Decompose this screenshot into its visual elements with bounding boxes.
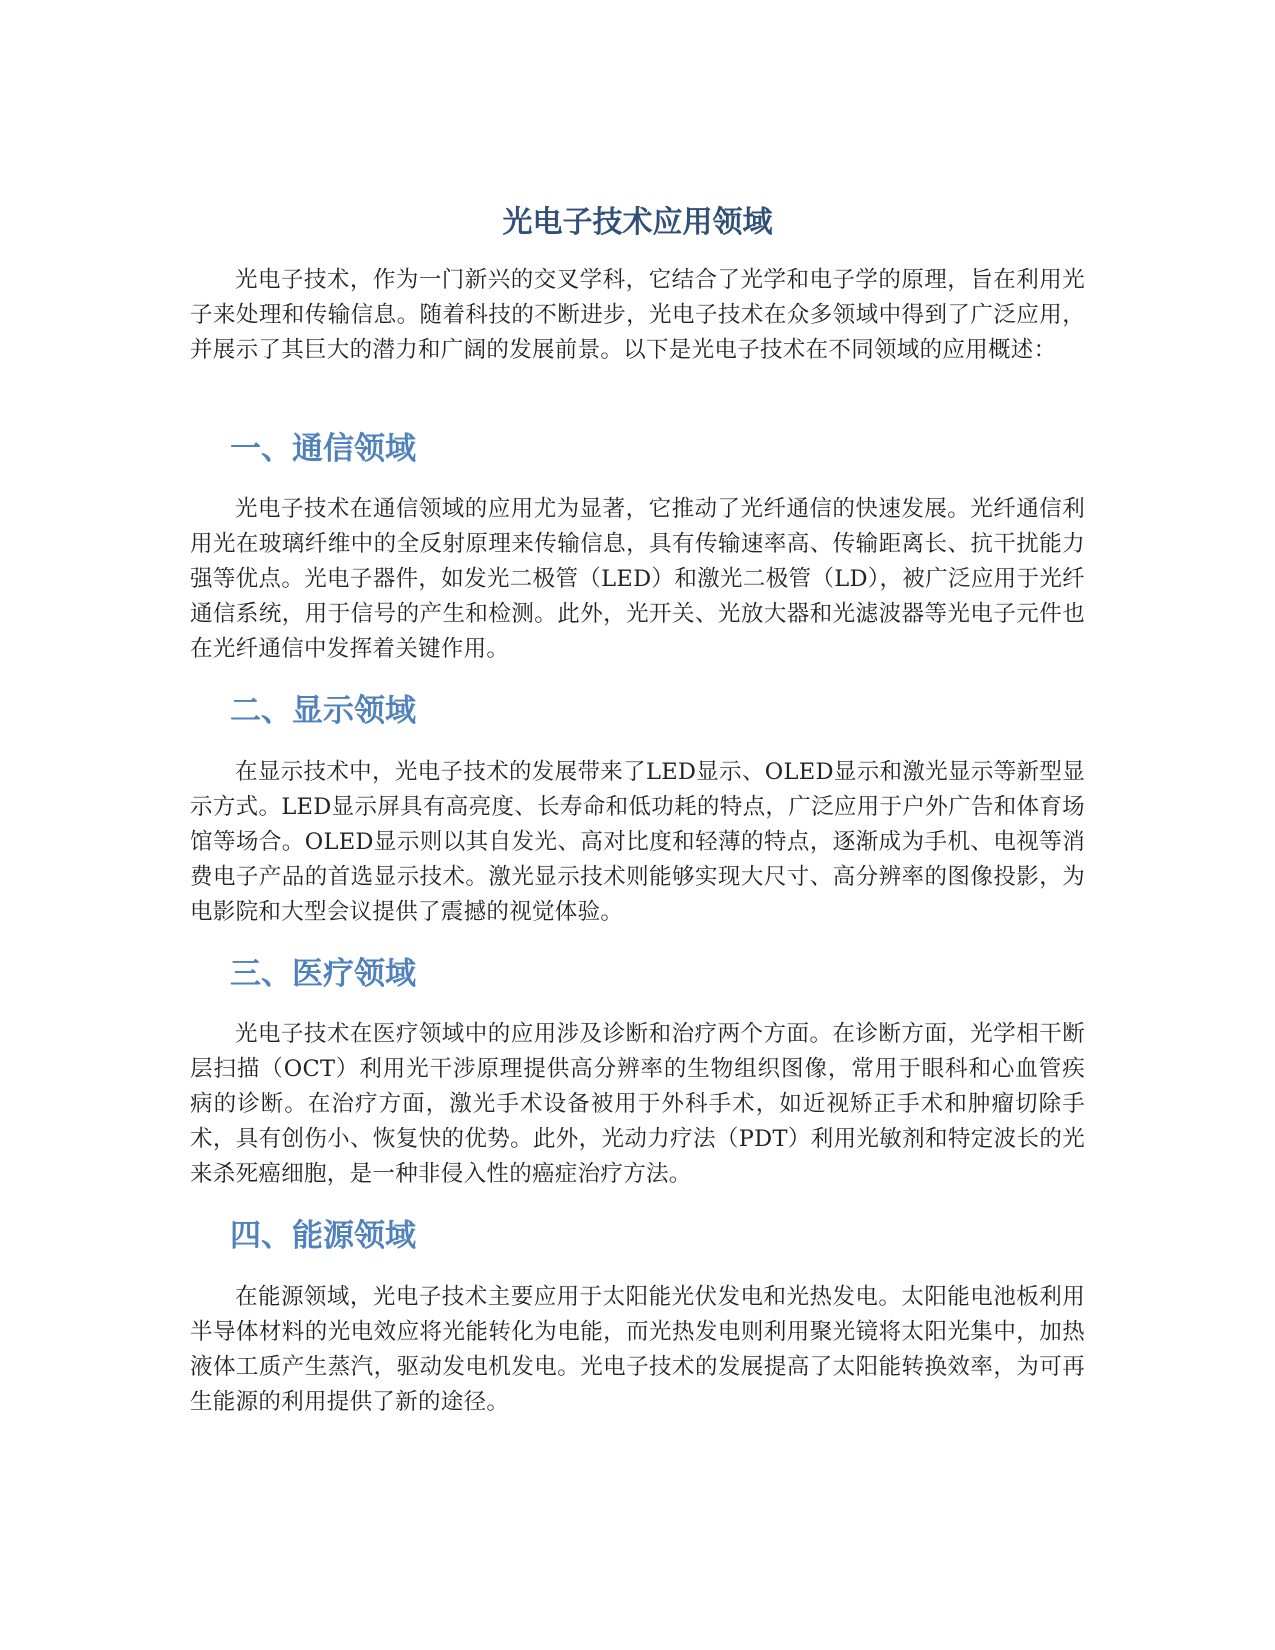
section-heading-medical: 三、医疗领域 <box>230 956 416 992</box>
section-heading-energy: 四、能源领域 <box>230 1218 416 1254</box>
section-heading-communication: 一、通信领域 <box>230 431 416 467</box>
intro-paragraph: 光电子技术，作为一门新兴的交叉学科，它结合了光学和电子学的原理，旨在利用光子来处理和传输信息。随着科技的不断进步，光电子技术在众多领域中得到了广泛应用，并展示了其巨大的潜力和广阔的发展前景。以下是光电子技术在不同领域的应用概述： <box>190 267 1085 363</box>
section-body-display: 在显示技术中，光电子技术的发展带来了LED显示、OLED显示和激光显示等新型显示方式。LED显示屏具有高亮度、长寿命和低功耗的特点，广泛应用于户外广告和体育场馆等场合。OLED显示则以其自发光、高对比度和轻薄的特点，逐渐成为手机、电视等消费电子产品的首选显示技术。激光显示技术则能够实现大尺寸、高分辨率的图像投影，为电影院和大型会议提供了震撼的视觉体验。 <box>190 759 1085 925</box>
document-title: 光电子技术应用领域 <box>502 205 773 240</box>
section-body-communication: 光电子技术在通信领域的应用尤为显著，它推动了光纤通信的快速发展。光纤通信利用光在玻璃纤维中的全反射原理来传输信息，具有传输速率高、传输距离长、抗干扰能力强等优点。光电子器件，如发光二极管（LED）和激光二极管（LD），被广泛应用于光纤通信系统，用于信号的产生和检测。此外，光开关、光放大器和光滤波器等光电子元件也在光纤通信中发挥着关键作用。 <box>190 496 1085 662</box>
section-heading-display: 二、显示领域 <box>230 693 416 729</box>
section-body-energy: 在能源领域，光电子技术主要应用于太阳能光伏发电和光热发电。太阳能电池板利用半导体材料的光电效应将光能转化为电能，而光热发电则利用聚光镜将太阳光集中，加热液体工质产生蒸汽，驱动发电机发电。光电子技术的发展提高了太阳能转换效率，为可再生能源的利用提供了新的途径。 <box>190 1284 1085 1415</box>
section-body-medical: 光电子技术在医疗领域中的应用涉及诊断和治疗两个方面。在诊断方面，光学相干断层扫描（OCT）利用光干涉原理提供高分辨率的生物组织图像，常用于眼科和心血管疾病的诊断。在治疗方面，激光手术设备被用于外科手术，如近视矫正手术和肿瘤切除手术，具有创伤小、恢复快的优势。此外，光动力疗法（PDT）利用光敏剂和特定波长的光来杀死癌细胞，是一种非侵入性的癌症治疗方法。 <box>190 1021 1085 1187</box>
